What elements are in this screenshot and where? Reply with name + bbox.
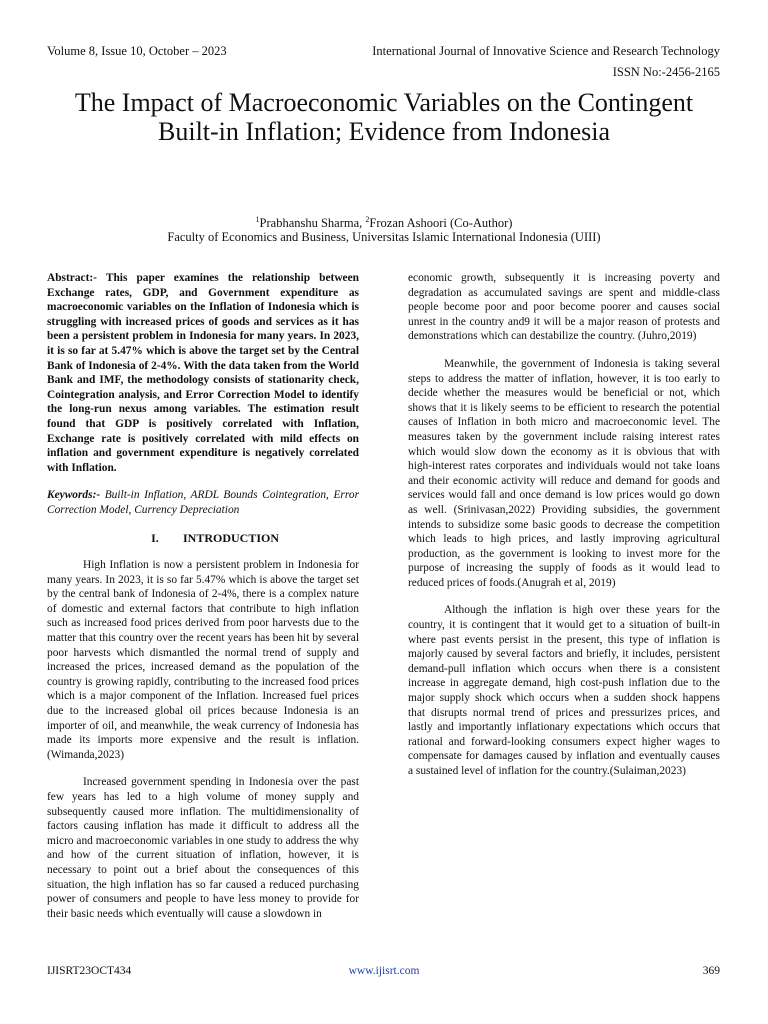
abstract-text: This paper examines the relationship between Exchange rates, GDP, and Government expenditure as macroeconomic variables on the Inflation of Indonesia which is struggling with increased prices of goods and services as it has been a persistent problem in Indonesia for many years. In 2023, it is so far at 5.47% which is above the target set by the Central Bank of Indonesia of 2-4%. With the data taken from the World Bank and IMF, the methodology consists of stationarity check, Cointegration analysis, and Error Correction Model to identify the long-run nexus among variables. The estimation result found that GDP is positively correlated with Inflation, Exchange rate is positively correlated with mild effects on inflation and government expenditure is negatively correlated with Inflation. (47, 272, 359, 474)
issn-number: ISSN No:-2456-2165 (612, 65, 720, 79)
page-number: 369 (702, 965, 720, 977)
author-1-marker: 1 (255, 215, 260, 224)
author-2-marker: 2 (365, 215, 370, 224)
paper-code: IJISRT23OCT434 (47, 965, 132, 977)
intro-paragraph-1: High Inflation is now a persistent problem in Indonesia for many years. In 2023, it is so far 5.47% which is above the target set by the central bank of Indonesia of 2-4%, there is a complex nature of domestic and external factors that contribute to high inflation such as increased food prices derived from poor harvests due to the matter that this country over the recent years has been hit by several poor harvests which dismantled the normal trend of supply and increased the prices, increased demand as the population of the country is growing rapidly, contributing to the increased food prices which is a major component of the Inflation. Increased fuel prices due to the increased global oil prices because Indonesia is an importer of oil, and meanwhile, the weak currency of Indonesia has made its imports more expensive and the result is inflation. (Wimanda,2023) (47, 559, 359, 761)
keywords-label: Keywords:- (47, 489, 101, 502)
author-1: Prabhanshu Sharma, (259, 216, 366, 231)
abstract-label: Abstract:- (47, 272, 97, 284)
left-column (47, 271, 359, 934)
section-title: INTRODUCTION (182, 530, 279, 545)
abstract (47, 271, 359, 475)
keywords (47, 488, 359, 517)
journal-name: International Journal of Innovative Science and Research Technology (372, 44, 720, 58)
volume-info: Volume 8, Issue 10, October – 2023 (47, 44, 227, 58)
section-heading-introduction (47, 531, 359, 546)
keywords-text: Built-in Inflation, ARDL Bounds Cointegration, Error Correction Model, Currency Depreciation (47, 489, 359, 516)
author-line (0, 215, 768, 231)
intro-paragraph-3: Meanwhile, the government of Indonesia is taking several steps to address the matter of inflation, however, it is too early to decide whether the measures would be beneficial or not, which shows that it is likely seems to be efficient to research the potential causes of Inflation in both micro and macroeconomic level. The measures taken by the government include raising interest rates which would slow down the economy as it is obvious that with high-interest rates corporates and individuals would not take loans and their economic activity will reduce and demand for goods and services would fall and once demand is low prices would go down as well. (Srinivasan,2022) Providing subsidies, the government intends to subsidize some basic goods to decrease the competition which leads to high prices, and lastly improving agricultural production, as the government is looking to invest more for the purpose of increasing the supply of foods as it would lead to reduced prices of foods.(Anugrah et al, 2019) (408, 357, 720, 589)
author-2: Frozan Ashoori (Co-Author) (369, 216, 513, 231)
intro-paragraph-2: Increased government spending in Indonesia over the past few years has led to a high volume of money supply and subsequently caused more inflation. The multidimensionality of factors causing inflation has made it difficult to address all the micro and macroeconomic variables in one study to address the why and how of the current situation of inflation, however, it is necessary to point out a brief about the consequences of this situation, the high inflation has so far caused a reduced purchasing power of consumers and people to have less money to provide for their basic needs which eventually will cause a slowdown in (47, 776, 359, 920)
intro-paragraph-2-continued: economic growth, subsequently it is increasing poverty and degradation as accumulated savings are spent and middle-class people become poor and poor become poorer and causes social unrest in the country and9 it will be a major reason of protests and demonstrations which can destabilize the country. (Juhro,2019) (408, 272, 720, 343)
section-number: I. (151, 530, 159, 545)
affiliation: Faculty of Economics and Business, Universitas Islamic International Indonesia (UIII) (167, 230, 601, 244)
paper-title: The Impact of Macroeconomic Variables on the Contingent Built-in Inflation; Evidence from Indonesia (74, 88, 694, 146)
journal-website-link[interactable]: www.ijisrt.com (348, 965, 420, 977)
right-column (408, 271, 720, 792)
intro-paragraph-4: Although the inflation is high over these years for the country, it is contingent that it would get to a situation of built-in where past events persist in the present, this type of inflation is majorly caused by several factors and briefly, it includes, persistent demand-pull inflation which occurs when there is a consistent increase in aggregate demand, high cost-push inflation due to the major supply shock which occurs when a sudden shock happens that disrupts normal trend of prices and pressurizes prices, and lastly and importantly inflationary expectations which occurs that rational and forward-looking consumers expect higher wages to compensate for damages caused by inflation and eventually causes a sustained level of inflation for the country.(Sulaiman,2023) (408, 604, 720, 777)
